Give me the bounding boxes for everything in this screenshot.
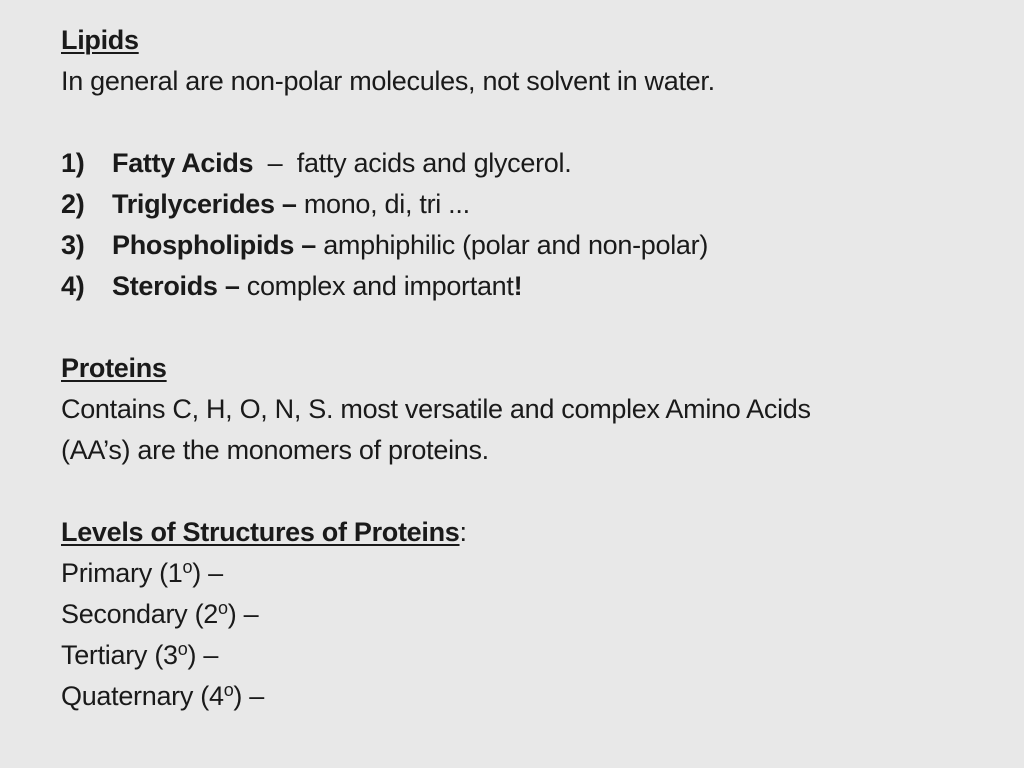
list-number: 2) — [61, 189, 85, 219]
list-term: Phospholipids – — [112, 230, 317, 260]
list-number: 4) — [61, 271, 85, 301]
degree-superscript: o — [177, 639, 188, 659]
list-term: Steroids – — [112, 271, 240, 301]
proteins-line-1: Contains C, H, O, N, S. most versatile and complex Amino Acids — [61, 394, 811, 424]
level-suffix: ) – — [187, 640, 219, 670]
list-separator: – — [253, 148, 297, 178]
list-number: 3) — [61, 230, 85, 260]
level-label: Primary (1 — [61, 558, 183, 588]
level-item — [61, 635, 1011, 676]
exclamation: ! — [513, 271, 523, 301]
level-item — [61, 676, 1011, 717]
lipid-list-item — [61, 184, 1011, 225]
level-item — [61, 594, 1011, 635]
levels-heading: Levels of Structures of Proteins — [61, 517, 460, 547]
level-suffix: ) – — [233, 681, 265, 711]
degree-superscript: o — [182, 557, 193, 577]
list-description: amphiphilic (polar and non-polar) — [323, 230, 709, 260]
level-label: Secondary (2 — [61, 599, 218, 629]
list-description: complex and important — [246, 271, 514, 301]
level-item — [61, 553, 1011, 594]
lipids-intro: In general are non-polar molecules, not solvent in water. — [61, 66, 715, 96]
level-label: Quaternary (4 — [61, 681, 224, 711]
spacer — [61, 102, 1011, 143]
levels-colon: : — [459, 517, 467, 547]
lipid-list-item — [61, 143, 1011, 184]
degree-superscript: o — [218, 598, 228, 618]
list-description: mono, di, tri ... — [303, 189, 470, 219]
lipids-heading-line — [61, 20, 1011, 61]
lipids-heading: Lipids — [61, 25, 139, 55]
level-suffix: ) – — [227, 599, 259, 629]
list-term: Triglycerides – — [112, 189, 297, 219]
proteins-heading: Proteins — [61, 353, 167, 383]
lipid-list-item — [61, 225, 1011, 266]
list-separator — [297, 189, 304, 219]
list-description: fatty acids and glycerol. — [296, 148, 572, 178]
spacer — [61, 307, 1011, 348]
list-number: 1) — [61, 148, 85, 178]
proteins-heading-line — [61, 348, 1011, 389]
slide-content — [61, 20, 1011, 717]
level-suffix: ) – — [192, 558, 223, 588]
lipid-list-item — [61, 266, 1011, 307]
levels-heading-line — [61, 512, 1011, 553]
list-separator — [240, 271, 247, 301]
degree-superscript: o — [223, 680, 234, 700]
spacer — [61, 471, 1011, 512]
list-term: Fatty Acids — [112, 148, 254, 178]
level-label: Tertiary (3 — [61, 640, 178, 670]
proteins-line-2: (AA’s) are the monomers of proteins. — [61, 435, 489, 465]
